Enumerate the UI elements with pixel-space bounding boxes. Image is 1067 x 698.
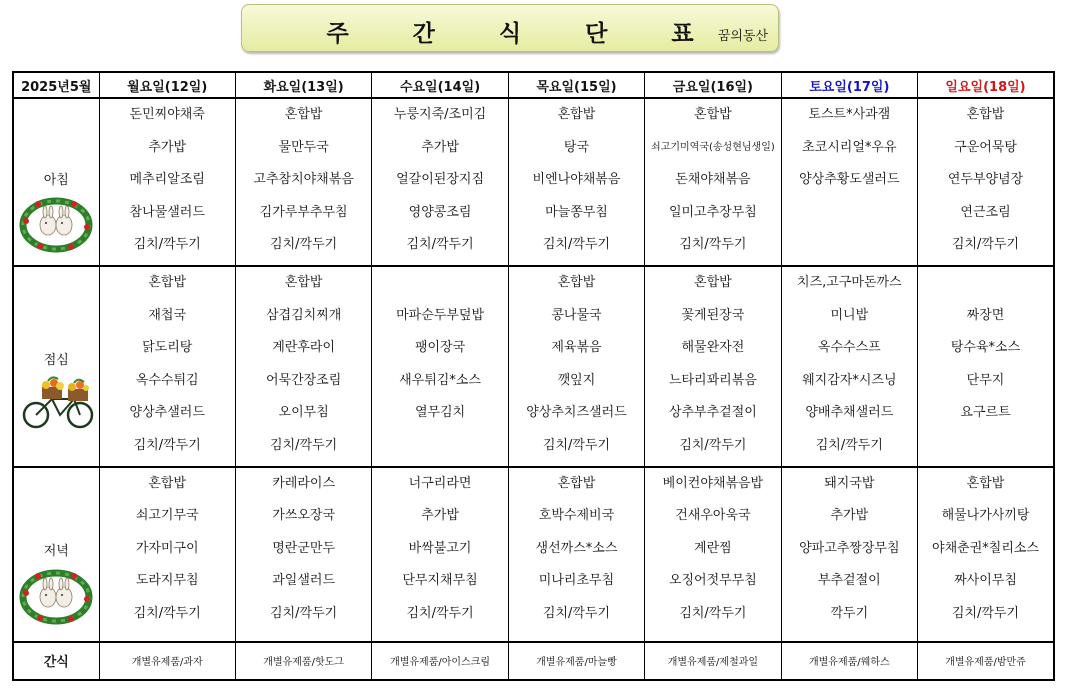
snack-cell-fri: 개별유제품/제철과일 (645, 642, 781, 680)
menu-item: 열무김치 (414, 405, 466, 421)
meal-row-lunch (13, 266, 1054, 466)
menu-item: 김치/깍두기 (133, 605, 201, 621)
menu-item: 마늘쫑무침 (545, 204, 608, 220)
menu-item: 옥수수튀김 (135, 372, 199, 388)
menu-item: 혼합밥 (148, 475, 187, 491)
menu-item: 너구리라면 (408, 475, 472, 491)
weekly-menu-table (12, 71, 1055, 681)
menu-item: 과일샐러드 (272, 573, 336, 589)
bunny-wreath-image (16, 191, 96, 259)
menu-item: 일미고추장무침 (668, 204, 757, 220)
snack-cell-tue: 개별유제품/핫도그 (235, 642, 371, 680)
meal-label: 아침 (43, 173, 69, 188)
menu-item: 김치/깍두기 (542, 437, 611, 453)
menu-item: 콩나물국 (551, 307, 602, 323)
menu-item: 닭도리탕 (142, 340, 193, 356)
snack-label: 간식 (43, 655, 69, 671)
menu-item (372, 269, 507, 302)
meal-label: 저녁 (43, 543, 69, 559)
menu-item: 깻잎지 (557, 372, 596, 388)
menu-cell-thu (508, 266, 644, 466)
menu-cell-fri (645, 98, 781, 266)
menu-item: 참나물샐러드 (129, 204, 205, 220)
menu-item: 제육볶음 (551, 340, 602, 356)
menu-item: 생선까스*소스 (535, 540, 618, 556)
menu-item: 깍두기 (830, 605, 869, 621)
menu-item: 김치/깍두기 (679, 237, 747, 252)
menu-item: 상추부추겉절이 (668, 405, 757, 421)
menu-item: 돼지국밥 (824, 475, 875, 491)
snack-cell-sat: 개별유제품/웨하스 (781, 642, 917, 680)
menu-cell-mon (99, 98, 235, 266)
title-banner (241, 4, 779, 52)
menu-item: 얼갈이된장지짐 (396, 172, 484, 187)
menu-item: 어묵간장조림 (265, 372, 342, 388)
meal-label-cell (13, 98, 99, 266)
snack-cell-mon: 개별유제품/과자 (99, 642, 235, 680)
menu-cell-thu (508, 98, 644, 266)
menu-item: 치즈,고구마돈까스 (797, 275, 902, 291)
menu-item: 혼합밥 (966, 107, 1005, 122)
menu-item: 도라지무침 (135, 573, 199, 589)
menu-item: 마파순두부덮밥 (396, 307, 484, 323)
menu-item: 건새우아욱국 (675, 508, 751, 524)
menu-cell-thu (508, 467, 644, 642)
menu-cell-tue (235, 98, 371, 266)
page-title: 주 간 식 단 표 (326, 21, 722, 47)
menu-item: 호박수제비국 (538, 508, 615, 524)
menu-item: 쇠고기무국 (135, 508, 199, 524)
menu-item: 야채춘권*칠리소스 (932, 540, 1039, 556)
menu-item: 양상추치즈샐러드 (526, 405, 627, 421)
menu-item: 연근조림 (960, 204, 1011, 220)
menu-cell-sat (781, 467, 917, 642)
menu-item: 고추참치야채볶음 (253, 172, 354, 187)
menu-item: 김치/깍두기 (270, 605, 338, 621)
menu-item: 베이컨야채볶음밥 (662, 475, 764, 491)
menu-item: 쇠고기미역국(송성현님생일) (651, 141, 775, 153)
menu-cell-sun (918, 266, 1054, 466)
menu-item: 김치/깍두기 (815, 437, 883, 453)
menu-item: 명란군만두 (272, 540, 336, 556)
menu-item: 추가밥 (421, 508, 459, 524)
menu-item: 김치/깍두기 (542, 237, 611, 252)
menu-item: 비엔나야채볶음 (532, 172, 621, 187)
menu-item: 물만두국 (278, 139, 329, 155)
menu-item: 김치/깍두기 (679, 605, 747, 621)
menu-item: 김치/깍두기 (133, 237, 201, 252)
day-header-mon: 월요일(12일) (99, 72, 235, 98)
day-header-sat: 토요일(17일) (781, 72, 917, 98)
menu-item: 해물나가사끼탕 (941, 508, 1030, 524)
menu-item: 추가밥 (830, 508, 869, 524)
menu-item: 요구르트 (960, 405, 1011, 421)
menu-item: 혼합밥 (966, 475, 1005, 491)
menu-cell-sun (918, 467, 1054, 642)
menu-item (782, 199, 917, 232)
menu-item: 바싹불고기 (408, 540, 472, 556)
menu-item: 느타리꽈리볶음 (668, 372, 757, 388)
menu-item: 추가밥 (421, 139, 459, 155)
meal-row-dinner (13, 467, 1054, 642)
menu-item: 혼합밥 (694, 107, 732, 122)
day-header-sun: 일요일(18일) (918, 72, 1054, 98)
menu-item: 양배추채샐러드 (805, 405, 894, 421)
header-row (13, 72, 1054, 98)
menu-item: 계란찜 (694, 540, 732, 556)
menu-item (782, 231, 917, 264)
bicycle-flowers-image (18, 371, 98, 435)
menu-item: 혼합밥 (557, 275, 596, 291)
menu-cell-fri (645, 467, 781, 642)
menu-item (918, 432, 1053, 465)
menu-cell-fri (645, 266, 781, 466)
menu-item: 양상추황도샐러드 (799, 172, 900, 187)
menu-item: 가쓰오장국 (272, 508, 336, 524)
day-header-wed: 수요일(14일) (372, 72, 508, 98)
menu-item: 김치/깍두기 (406, 237, 474, 252)
menu-item: 김치/깍두기 (406, 605, 474, 621)
menu-item: 김치/깍두기 (951, 605, 1020, 621)
menu-item (918, 269, 1053, 302)
menu-item: 탕수육*소스 (950, 340, 1021, 356)
menu-item: 새우튀김*소스 (399, 372, 481, 388)
menu-item: 김치/깍두기 (270, 237, 338, 252)
menu-cell-sun (918, 98, 1054, 266)
menu-item: 옥수수스프 (817, 340, 881, 356)
menu-item: 양상추샐러드 (129, 405, 205, 421)
menu-item: 삼겹김치찌개 (265, 307, 342, 323)
menu-item: 김치/깍두기 (679, 437, 747, 453)
menu-item: 김치/깍두기 (951, 237, 1020, 252)
menu-item: 팽이장국 (414, 340, 466, 356)
menu-item: 김치/깍두기 (542, 605, 611, 621)
bunny-wreath-image (16, 563, 96, 631)
menu-item: 짜사이무침 (954, 573, 1017, 589)
menu-item: 양파고추짱장무침 (799, 540, 900, 556)
menu-item: 부추겉절이 (817, 573, 881, 589)
month-header: 2025년5월 (13, 72, 99, 98)
menu-item: 초코시리얼*우유 (802, 139, 897, 155)
menu-item: 김치/깍두기 (270, 437, 338, 453)
menu-cell-mon (99, 266, 235, 466)
organization-name: 꿈의동산 (717, 29, 768, 44)
menu-item: 혼합밥 (557, 107, 596, 122)
menu-item: 카레라이스 (272, 475, 336, 491)
menu-item: 혼합밥 (284, 107, 323, 122)
menu-cell-tue (235, 266, 371, 466)
menu-item: 웨지감자*시즈닝 (802, 372, 897, 388)
menu-item: 돈민찌야채죽 (129, 107, 205, 122)
menu-item: 단무지채무침 (402, 573, 478, 589)
menu-item: 오이무침 (278, 405, 329, 421)
meal-label: 점심 (43, 353, 69, 369)
menu-item (372, 432, 507, 465)
menu-item: 꽃게된장국 (681, 307, 745, 323)
day-header-tue: 화요일(13일) (235, 72, 371, 98)
menu-item: 영양콩조림 (408, 204, 472, 220)
menu-item: 김가루부추무침 (259, 204, 348, 220)
menu-item: 연두부양념장 (947, 172, 1024, 187)
menu-item: 탕국 (563, 139, 590, 155)
menu-item: 해물완자전 (681, 340, 745, 356)
meal-row-snack (13, 642, 1054, 680)
menu-item: 구운어묵탕 (954, 139, 1017, 155)
menu-cell-wed (372, 467, 508, 642)
menu-cell-sat (781, 98, 917, 266)
day-header-thu: 목요일(15일) (508, 72, 644, 98)
menu-item: 재첩국 (148, 307, 187, 323)
menu-item: 가자미구이 (135, 540, 199, 556)
menu-item: 메추리알조림 (129, 172, 205, 187)
meal-label-cell (13, 266, 99, 466)
menu-item: 혼합밥 (284, 275, 323, 291)
menu-item: 돈채야채볶음 (675, 172, 751, 187)
menu-item: 혼합밥 (148, 275, 187, 291)
meal-label-cell (13, 467, 99, 642)
menu-item: 추가밥 (148, 139, 187, 155)
menu-item: 오징어젓무무침 (668, 573, 757, 589)
menu-item: 혼합밥 (557, 475, 596, 491)
menu-cell-tue (235, 467, 371, 642)
menu-item: 토스트*사과잼 (808, 107, 891, 122)
day-header-fri: 금요일(16일) (645, 72, 781, 98)
snack-cell-wed: 개별유제품/아이스크림 (372, 642, 508, 680)
menu-item: 단무지 (966, 372, 1005, 388)
menu-cell-wed (372, 98, 508, 266)
snack-cell-sun: 개별유제품/밤만쥬 (918, 642, 1054, 680)
menu-cell-sat (781, 266, 917, 466)
menu-cell-mon (99, 467, 235, 642)
menu-item: 미나리초무침 (538, 573, 615, 589)
menu-item: 누룽지죽/조미김 (393, 107, 487, 122)
menu-item: 혼합밥 (694, 275, 732, 291)
meal-row-breakfast (13, 98, 1054, 266)
menu-item: 계란후라이 (272, 340, 336, 356)
menu-cell-wed (372, 266, 508, 466)
menu-item: 미니밥 (830, 307, 869, 323)
menu-item: 김치/깍두기 (133, 437, 201, 453)
menu-item: 짜장면 (966, 307, 1005, 323)
snack-cell-thu: 개별유제품/마늘빵 (508, 642, 644, 680)
